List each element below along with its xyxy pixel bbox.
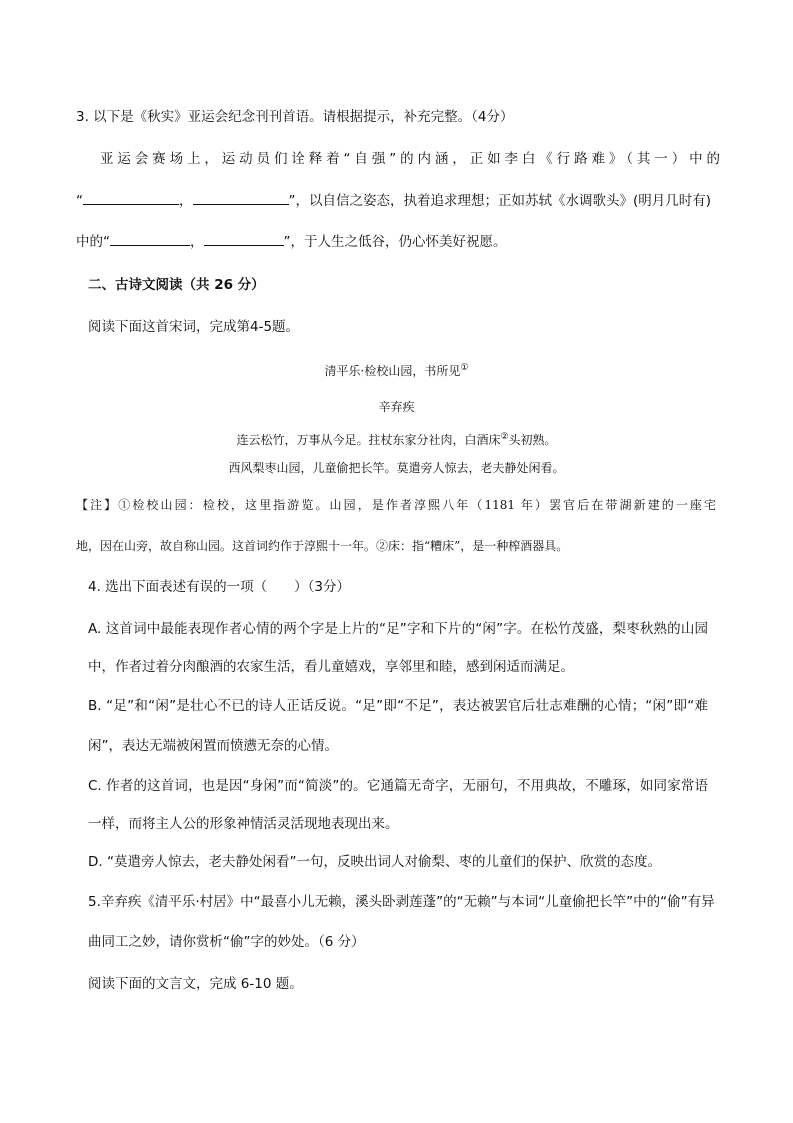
q4-option-b-line2: 闲”，表达无端被闲置而愤懑无奈的心情。 [88, 738, 338, 754]
q4-option-d: D. “莫遣旁人惊去，老夫静处闲看”一句，反映出词人对偷梨、枣的儿童们的保护、欣赏的态度。 [88, 854, 661, 870]
comma: ， [179, 193, 193, 209]
poem-line-1 [0, 428, 793, 449]
poem-title [0, 359, 793, 380]
q4-option-c-line2: 一样，而将主人公的形象神情活灵活现地表现出来。 [88, 816, 399, 832]
q3-stem: 3. 以下是《秋实》亚运会纪念刊刊首语。请根据提示，补充完整。（4分） [76, 109, 514, 125]
poem-intro: 阅读下面这首宋词，完成第4-5题。 [88, 319, 300, 335]
q4-option-c-line1: C. 作者的这首词，也是因“身闲”而“简淡”的。它通篇无奇字，无丽句，不用典故，不雕琢，如同家常语 [88, 778, 708, 794]
q3-paragraph-line2 [76, 191, 711, 210]
q4-option-a-line2: 中，作者过着分肉酿酒的农家生活，看儿童嬉戏，享邻里和睦，感到闲适而满足。 [88, 659, 574, 675]
q3-line3-start: 中的“ [76, 234, 110, 250]
footnote-mark-1: ① [460, 363, 469, 373]
poem-title-text: 清平乐·检校山园，书所见 [324, 364, 461, 378]
section-title: 二、古诗文阅读（共 26 分） [88, 277, 265, 293]
note-line-1: 【注】①检校山园：检校，这里指游览。山园，是作者淳熙八年（1181 年）罢官后在带湖新建的一座宅 [76, 498, 716, 512]
q5-line1: 5.辛弃疾《清平乐·村居》中“最喜小儿无赖，溪头卧剥莲蓬”的“无赖”与本词“儿童偷把长竿”中的“偷”有异 [88, 894, 715, 910]
poem-author: 辛弃疾 [378, 400, 415, 414]
comma: ， [190, 234, 204, 250]
q5-line2: 曲同工之妙，请你赏析“偷”字的妙处。（6 分） [88, 934, 365, 950]
q3-paragraph-line1: 亚运会赛场上，运动员们诠释着“自强”的内涵，正如李白《行路难》（其一）中的 [100, 151, 720, 167]
answer-blank-2[interactable] [193, 191, 289, 205]
answer-blank-3[interactable] [110, 232, 190, 246]
q3-paragraph-line3 [76, 232, 507, 251]
q4-option-b-line1: B. “足”和“闲”是壮心不已的诗人正话反说。“足”即“不足”，表达被罢官后壮志难酬的心情；“闲”即“难 [88, 698, 708, 714]
poem-line-1-b: 头初熟。 [508, 433, 557, 447]
prose-intro: 阅读下面的文言文，完成 6-10 题。 [88, 976, 303, 992]
poem-line-2: 西风梨枣山园，儿童偷把长竿。莫遣旁人惊去，老夫静处闲看。 [228, 461, 565, 475]
footnote-mark-2: ② [500, 432, 509, 442]
q4-stem: 4. 选出下面表述有误的一项（ ）（3分） [88, 579, 351, 595]
poem-line-1-a: 连云松竹，万事从今足。拄杖东家分社肉，白酒床 [236, 433, 501, 447]
open-quote: “ [76, 193, 83, 209]
q3-line3-rest: ”，于人生之低谷，仍心怀美好祝愿。 [283, 234, 507, 250]
note-line-2: 地，因在山旁，故自称山园。这首词约作于淳熙十一年。②床：指“糟床”，是一种榨酒器具。 [76, 539, 569, 553]
q3-line2-rest: ”，以自信之姿态，执着追求理想；正如苏轼《水调歌头》(明月几时有) [288, 193, 712, 209]
q4-option-a-line1: A. 这首词中最能表现作者心情的两个字是上片的“足”字和下片的“闲”字。在松竹茂盛，梨枣秋熟的山园 [88, 621, 708, 637]
answer-blank-1[interactable] [83, 191, 179, 205]
answer-blank-4[interactable] [204, 232, 284, 246]
